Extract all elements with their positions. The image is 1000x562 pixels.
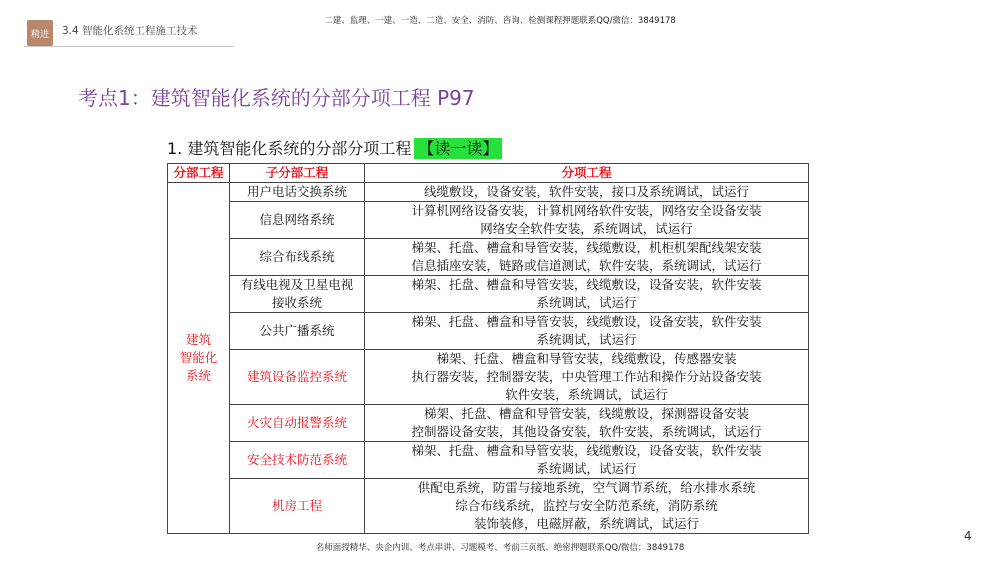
subdivision-cell bbox=[230, 405, 365, 442]
subdivision-line: 用户电话交换系统 bbox=[246, 184, 347, 199]
subtitle-text: 1. 建筑智能化系统的分部分项工程 bbox=[167, 139, 412, 158]
header-division: 分部工程 bbox=[168, 164, 230, 183]
subdivision-cell bbox=[230, 479, 365, 534]
header-items: 分项工程 bbox=[365, 164, 809, 183]
items-line: 控制器设备安装，其他设备安装，软件安装，系统调试，试运行 bbox=[411, 424, 762, 439]
subdivision-cell bbox=[230, 350, 365, 405]
subdivision-line: 火灾自动报警系统 bbox=[246, 415, 347, 430]
subdivision-line: 安全技术防范系统 bbox=[246, 452, 347, 467]
table-row bbox=[168, 405, 809, 442]
subdivision-line: 建筑设备监控系统 bbox=[246, 369, 347, 384]
subdivision-cell bbox=[230, 202, 365, 239]
table-header-row bbox=[168, 164, 809, 183]
items-line: 系统调试，试运行 bbox=[536, 295, 637, 310]
subdivision-line: 信息网络系统 bbox=[259, 212, 335, 227]
table-row bbox=[168, 442, 809, 479]
items-line: 软件安装，系统调试，试运行 bbox=[505, 387, 668, 402]
table-row bbox=[168, 202, 809, 239]
table-row bbox=[168, 313, 809, 350]
subdivision-cell bbox=[230, 313, 365, 350]
items-cell bbox=[365, 313, 809, 350]
section-label: 3.4 智能化系统工程施工技术 bbox=[62, 25, 198, 37]
page-title: 考点1：建筑智能化系统的分部分项工程 P97 bbox=[78, 86, 475, 110]
items-line: 供配电系统，防雷与接地系统，空气调节系统，给水排水系统 bbox=[417, 480, 756, 495]
items-line: 梯架、托盘、槽盒和导管安装，线缆敷设，探测器设备安装 bbox=[423, 406, 749, 421]
top-banner: 二建、监理、一建、一造、二造、安全、消防、咨询、检测课程押题联系QQ/微信：3849178 bbox=[324, 16, 676, 26]
subdivision-line: 公共广播系统 bbox=[259, 323, 335, 338]
division-line: 系统 bbox=[185, 368, 211, 383]
items-line: 系统调试，试运行 bbox=[536, 332, 637, 347]
items-line: 计算机网络设备安装，计算机网络软件安装，网络安全设备安装 bbox=[411, 203, 762, 218]
division-line: 建筑 bbox=[185, 332, 211, 347]
table-row bbox=[168, 479, 809, 534]
division-cell bbox=[168, 183, 230, 534]
items-line: 装饰装修，电磁屏蔽，系统调试，试运行 bbox=[473, 516, 699, 531]
project-table bbox=[167, 163, 809, 534]
items-line: 梯架、托盘、槽盒和导管安装，线缆敷设，设备安装，软件安装 bbox=[411, 443, 762, 458]
subdivision-cell bbox=[230, 276, 365, 313]
page-number: 4 bbox=[964, 529, 972, 543]
subdivision-line: 有线电视及卫星电视 bbox=[240, 277, 354, 292]
items-cell bbox=[365, 202, 809, 239]
footer-banner: 名师面授精华、央企内训、考点串讲、习题模考、考前三页纸、绝密押题联系QQ/微信：3849178 bbox=[315, 543, 685, 553]
brand-logo: 精进 bbox=[27, 20, 53, 46]
division-line: 智能化 bbox=[179, 350, 218, 365]
items-cell bbox=[365, 183, 809, 202]
table-row bbox=[168, 239, 809, 276]
subtitle bbox=[167, 136, 502, 159]
subdivision-cell bbox=[230, 239, 365, 276]
items-line: 信息插座安装，链路或信道测试，软件安装，系统调试，试运行 bbox=[411, 258, 762, 273]
items-cell bbox=[365, 276, 809, 313]
items-line: 梯架、托盘、槽盒和导管安装，线缆敷设，设备安装，软件安装 bbox=[411, 314, 762, 329]
table-row bbox=[168, 183, 809, 202]
subdivision-cell bbox=[230, 442, 365, 479]
header-subdivision: 子分部工程 bbox=[230, 164, 365, 183]
items-line: 系统调试，试运行 bbox=[536, 461, 637, 476]
table-row bbox=[168, 350, 809, 405]
items-line: 执行器安装，控制器安装，中央管理工作站和操作分站设备安装 bbox=[411, 369, 762, 384]
items-cell bbox=[365, 350, 809, 405]
subdivision-line: 综合布线系统 bbox=[259, 249, 335, 264]
table-row bbox=[168, 276, 809, 313]
items-cell bbox=[365, 239, 809, 276]
items-line: 综合布线系统，监控与安全防范系统，消防系统 bbox=[455, 498, 718, 513]
items-cell bbox=[365, 405, 809, 442]
items-line: 梯架、托盘、槽盒和导管安装，线缆敷设，传感器安装 bbox=[436, 351, 737, 366]
items-cell bbox=[365, 479, 809, 534]
items-line: 梯架、托盘、槽盒和导管安装，线缆敷设，设备安装，软件安装 bbox=[411, 277, 762, 292]
items-line: 线缆敷设，设备安装，软件安装，接口及系统调试，试运行 bbox=[423, 184, 749, 199]
subdivision-line: 接收系统 bbox=[271, 295, 322, 310]
table-body bbox=[168, 183, 809, 534]
subdivision-line: 机房工程 bbox=[271, 498, 322, 513]
items-cell bbox=[365, 442, 809, 479]
header-divider bbox=[24, 46, 234, 47]
read-badge: 【读一读】 bbox=[414, 138, 502, 159]
subdivision-cell bbox=[230, 183, 365, 202]
items-line: 梯架、托盘、槽盒和导管安装，线缆敷设，机柜机架配线架安装 bbox=[411, 240, 762, 255]
items-line: 网络安全软件安装，系统调试，试运行 bbox=[480, 221, 693, 236]
